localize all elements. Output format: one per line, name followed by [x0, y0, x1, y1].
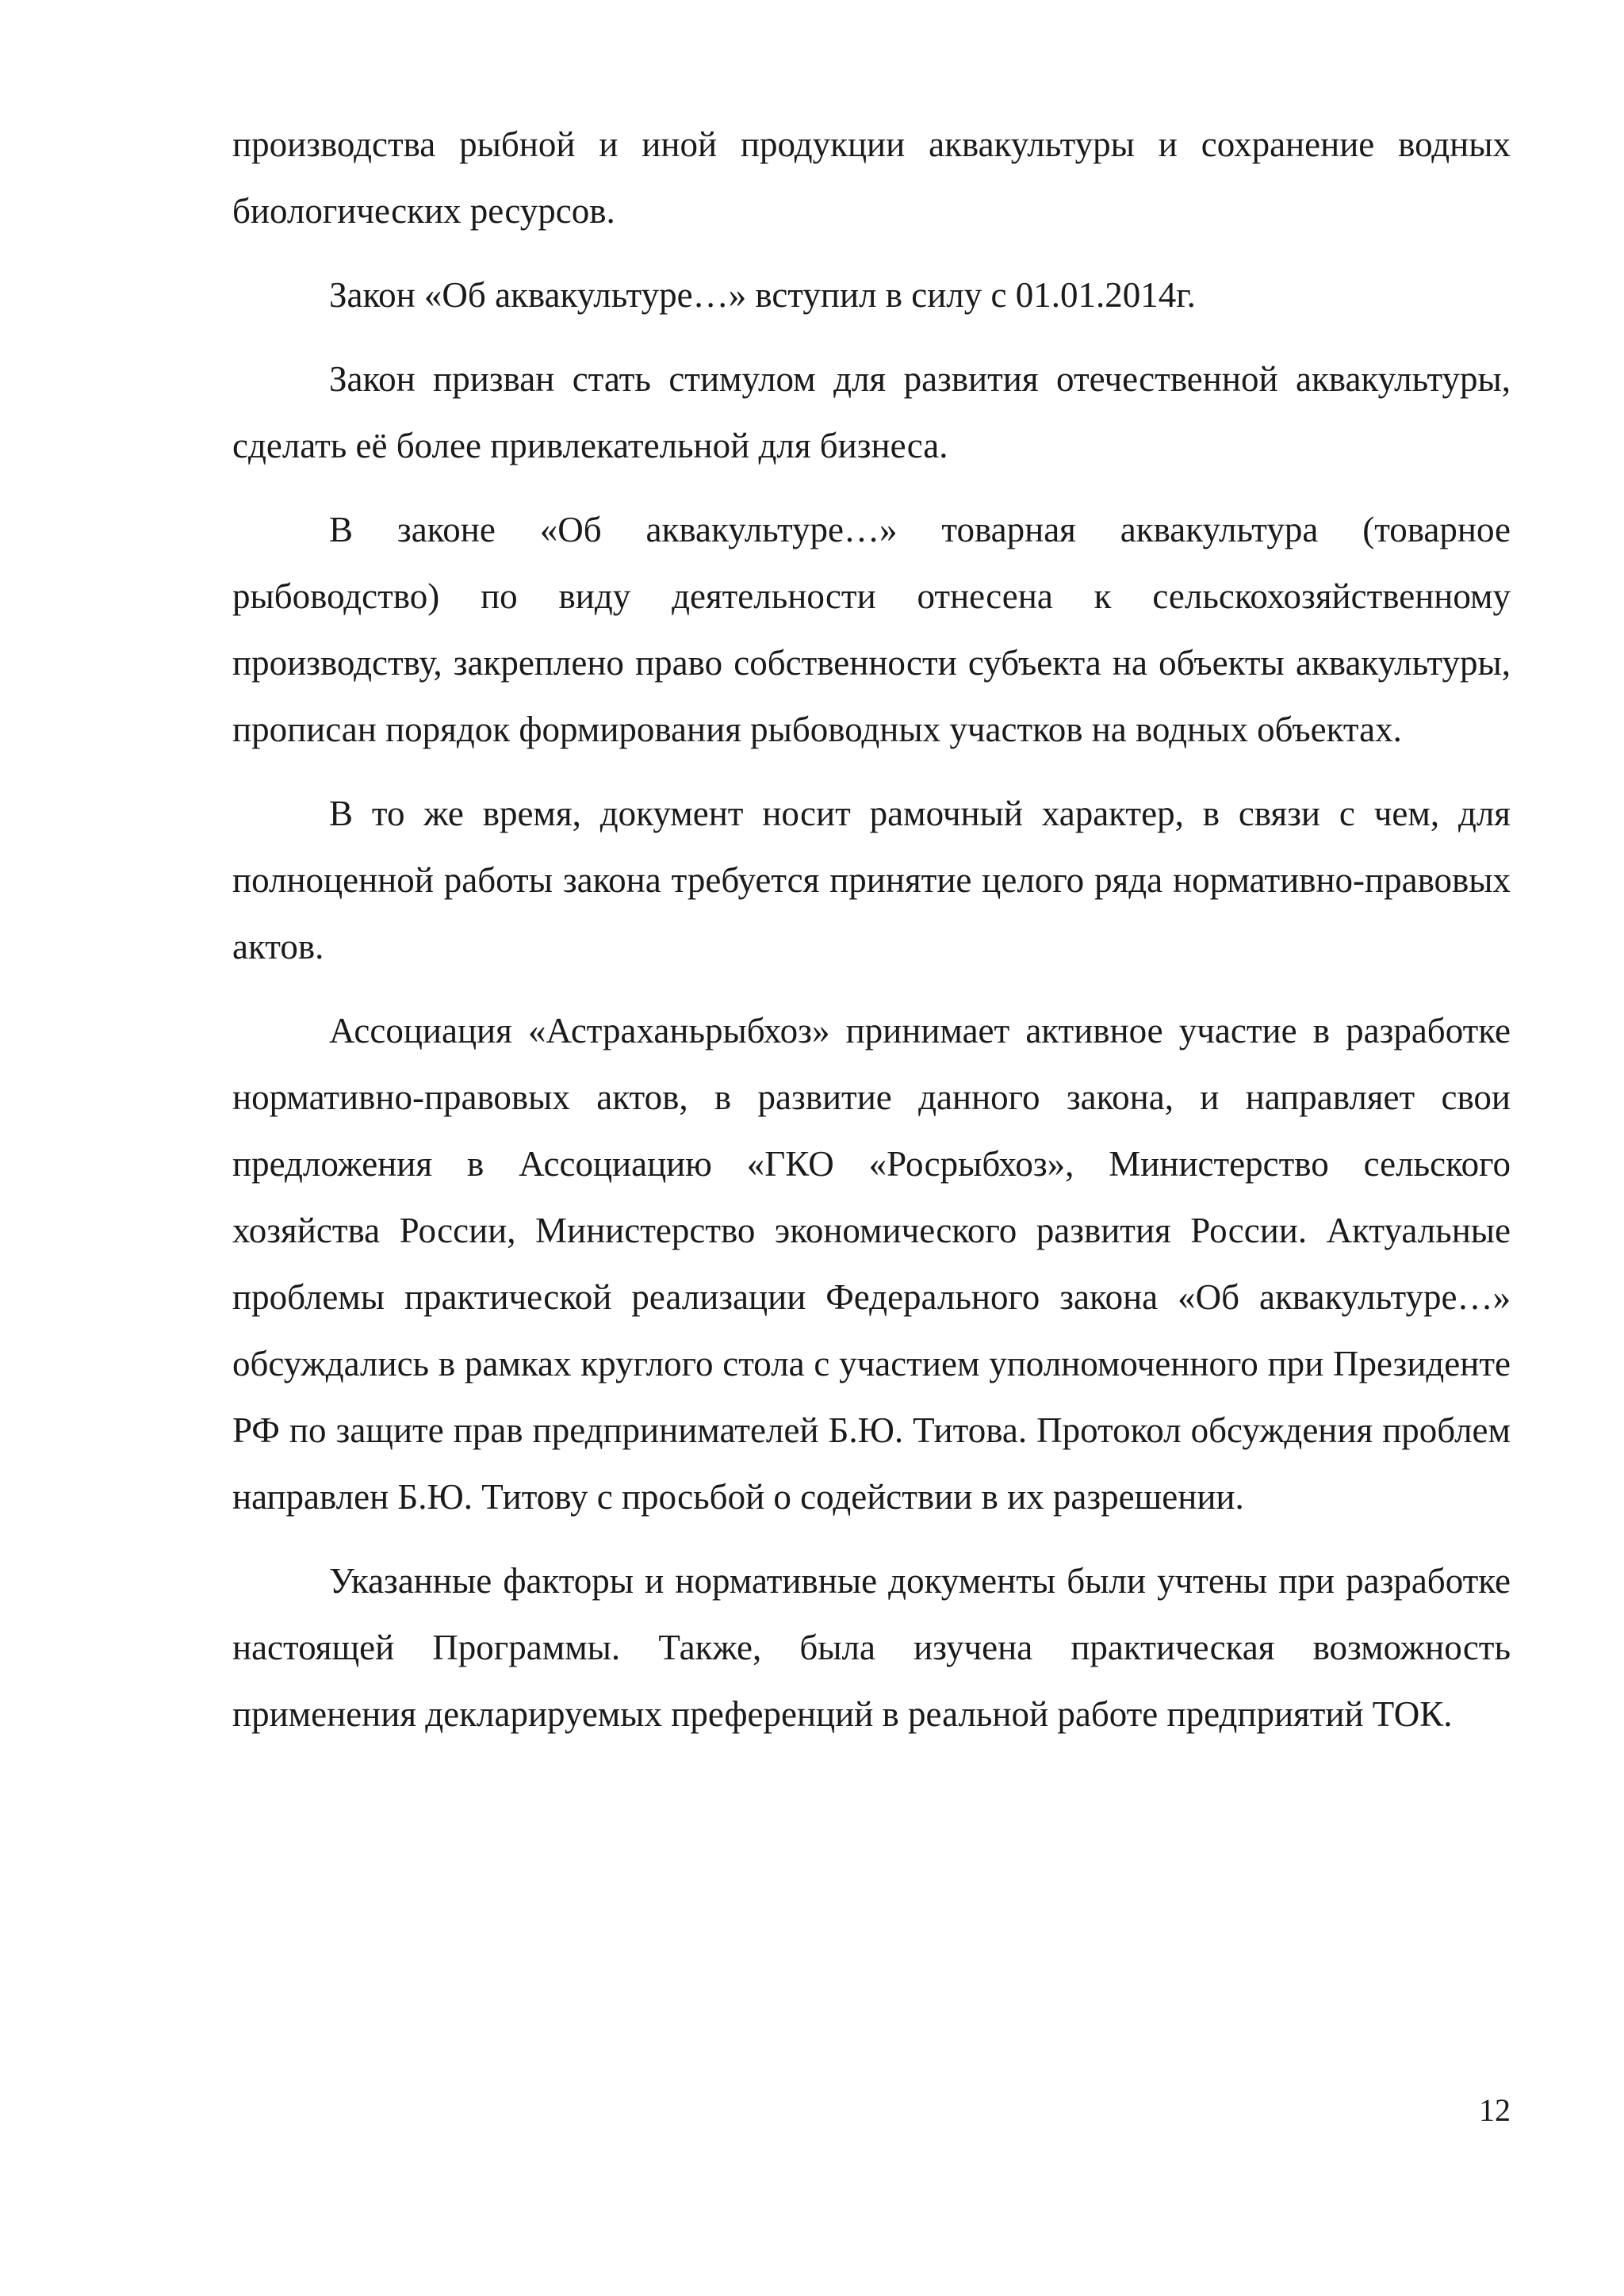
paragraph-program-factors: Указанные факторы и нормативные документы были учтены при разработке настоящей Программы. Также, была изучена практическая возможность применения декларируемых преференций в реальной работе предприятий ТОК. [232, 1561, 1511, 1734]
paragraph-law-provisions: В законе «Об аквакультуре…» товарная аквакультура (товарное рыбоводство) по виду деятельности отнесена к сельскохозяйственному производству, закреплено право собственности субъекта на объекты аквакультуры, прописан порядок формирования рыбоводных участков на водных объектах. [232, 510, 1511, 749]
paragraph-association-participation: Ассоциация «Астраханьрыбхоз» принимает активное участие в разработке нормативно-правовых актов, в развитие данного закона, и направляет свои предложения в Ассоциацию «ГКО «Росрыбхоз», Министерство сельского хозяйства России, Министерство экономического развития России. Актуальные проблемы практической реализации Федерального закона «Об аквакультуре…» обсуждались в рамках круглого стола с участием уполномоченного при Президенте РФ по защите прав предпринимателей Б.Ю. Титова. Протокол обсуждения проблем направлен Б.Ю. Титову с просьбой о содействии в их разрешении. [232, 1011, 1511, 1517]
paragraph-law-purpose: Закон призван стать стимулом для развития отечественной аквакультуры, сделать её более привлекательной для бизнеса. [232, 359, 1511, 465]
document-body [232, 111, 1511, 1765]
paragraph-framework-nature: В то же время, документ носит рамочный характер, в связи с чем, для полноценной работы закона требуется принятие целого ряда нормативно-правовых актов. [232, 794, 1511, 966]
page-number: 12 [1479, 2092, 1511, 2128]
paragraph-law-effective-date: Закон «Об аквакультуре…» вступил в силу с 01.01.2014г. [329, 275, 1196, 315]
paragraph-continuation: производства рыбной и иной продукции аквакультуры и сохранение водных биологических ресурсов. [232, 124, 1511, 231]
